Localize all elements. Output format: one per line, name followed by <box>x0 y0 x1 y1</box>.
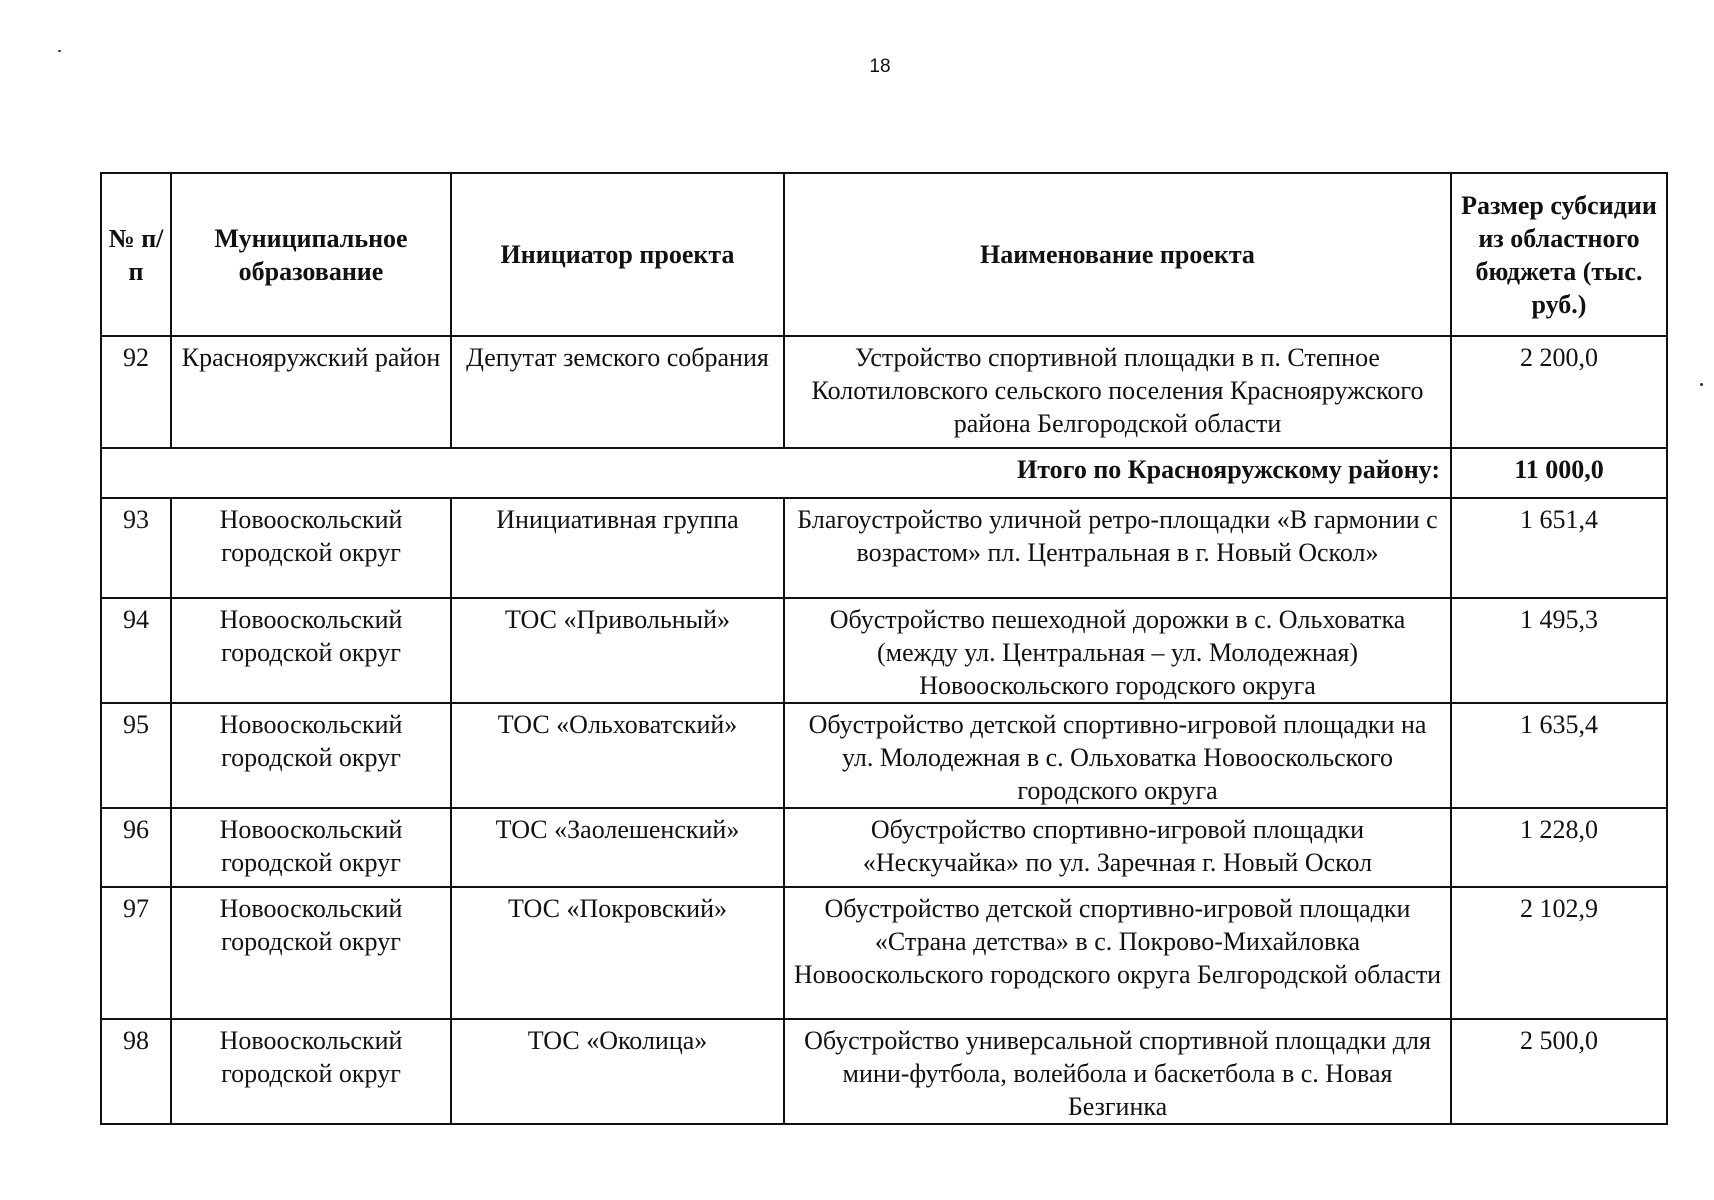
cell-municipality: Новооскольский городской округ <box>171 598 451 703</box>
cell-num: 93 <box>101 498 171 598</box>
cell-num: 97 <box>101 887 171 1019</box>
cell-subsidy: 2 500,0 <box>1451 1019 1667 1124</box>
cell-subsidy: 1 651,4 <box>1451 498 1667 598</box>
table-row <box>101 887 1667 1019</box>
cell-initiator: ТОС «Околица» <box>451 1019 784 1124</box>
table-row <box>101 808 1667 887</box>
total-label: Итого по Краснояружскому району: <box>101 448 1451 498</box>
table-row <box>101 703 1667 808</box>
cell-subsidy: 1 495,3 <box>1451 598 1667 703</box>
table-header-row <box>101 173 1667 336</box>
cell-num: 98 <box>101 1019 171 1124</box>
header-project: Наименование проекта <box>784 173 1451 336</box>
header-initiator: Инициатор проекта <box>451 173 784 336</box>
cell-municipality: Новооскольский городской округ <box>171 498 451 598</box>
cell-municipality: Новооскольский городской округ <box>171 1019 451 1124</box>
header-num: № п/п <box>101 173 171 336</box>
cell-project: Обустройство универсальной спортивной площадки для мини-футбола, волейбола и баскетбола в с. Новая Безгинка <box>784 1019 1451 1124</box>
cell-project: Обустройство детской спортивно-игровой площадки «Страна детства» в с. Покрово-Михайловка Новооскольского городского округа Белгородской области <box>784 887 1451 1019</box>
cell-project: Обустройство спортивно-игровой площадки «Нескучайка» по ул. Заречная г. Новый Оскол <box>784 808 1451 887</box>
total-value: 11 000,0 <box>1451 448 1667 498</box>
subsidy-table <box>100 172 1668 1125</box>
total-row <box>101 448 1667 498</box>
cell-num: 96 <box>101 808 171 887</box>
header-subsidy: Размер субсидии из областного бюджета (тыс. руб.) <box>1451 173 1667 336</box>
cell-municipality: Новооскольский городской округ <box>171 887 451 1019</box>
cell-num: 95 <box>101 703 171 808</box>
cell-project: Благоустройство уличной ретро-площадки «В гармонии с возрастом» пл. Центральная в г. Новый Оскол» <box>784 498 1451 598</box>
page-number: 18 <box>869 56 891 77</box>
table-row <box>101 498 1667 598</box>
header-municipality: Муниципальное образование <box>171 173 451 336</box>
cell-municipality: Новооскольский городской округ <box>171 703 451 808</box>
scan-speck <box>58 50 61 52</box>
table-row <box>101 336 1667 448</box>
cell-project: Обустройство детской спортивно-игровой площадки на ул. Молодежная в с. Ольховатка Новооскольского городского округа <box>784 703 1451 808</box>
cell-subsidy: 1 228,0 <box>1451 808 1667 887</box>
cell-initiator: Депутат земского собрания <box>451 336 784 448</box>
cell-initiator: ТОС «Ольховатский» <box>451 703 784 808</box>
scan-speck <box>1700 383 1703 386</box>
cell-municipality: Краснояружский район <box>171 336 451 448</box>
table-row <box>101 1019 1667 1124</box>
table-row <box>101 598 1667 703</box>
cell-municipality: Новооскольский городской округ <box>171 808 451 887</box>
cell-subsidy: 2 200,0 <box>1451 336 1667 448</box>
cell-num: 92 <box>101 336 171 448</box>
cell-initiator: ТОС «Покровский» <box>451 887 784 1019</box>
cell-initiator: ТОС «Привольный» <box>451 598 784 703</box>
cell-project: Обустройство пешеходной дорожки в с. Ольховатка (между ул. Центральная – ул. Молодежная) Новооскольского городского округа <box>784 598 1451 703</box>
cell-num: 94 <box>101 598 171 703</box>
cell-initiator: Инициативная группа <box>451 498 784 598</box>
cell-subsidy: 1 635,4 <box>1451 703 1667 808</box>
cell-initiator: ТОС «Заолешенский» <box>451 808 784 887</box>
cell-project: Устройство спортивной площадки в п. Степное Колотиловского сельского поселения Краснояружского района Белгородской области <box>784 336 1451 448</box>
cell-subsidy: 2 102,9 <box>1451 887 1667 1019</box>
